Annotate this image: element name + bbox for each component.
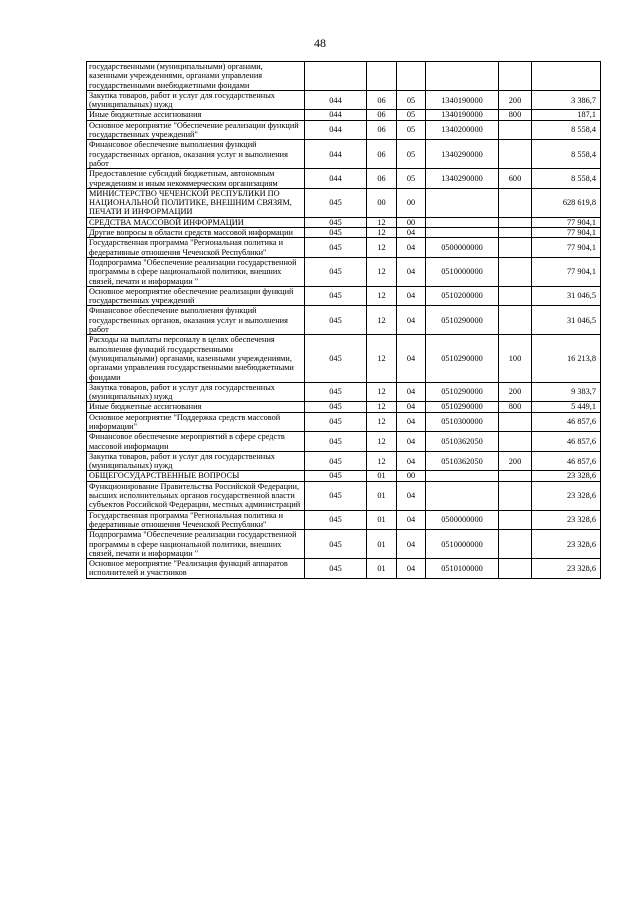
item-name: Расходы на выплаты персоналу в целях обеспечения выполнения функций государственными (муниципальными) органами, казенными учреждениями, органами управления государственными внебюджетными фондами xyxy=(87,335,305,382)
ministry-code: 045 xyxy=(305,451,367,471)
ministry-code: 044 xyxy=(305,90,367,110)
table-row xyxy=(87,120,601,140)
table-row xyxy=(87,451,601,471)
expense-type-code xyxy=(499,228,532,238)
expense-type-code xyxy=(499,306,532,335)
table-row xyxy=(87,140,601,169)
amount: 23 328,6 xyxy=(532,510,601,530)
section-code: 06 xyxy=(367,169,397,189)
section-code: 12 xyxy=(367,238,397,258)
amount: 77 904,1 xyxy=(532,228,601,238)
target-item-code xyxy=(426,481,499,510)
target-item-code xyxy=(426,471,499,481)
section-code: 12 xyxy=(367,432,397,452)
item-name: ОБЩЕГОСУДАРСТВЕННЫЕ ВОПРОСЫ xyxy=(87,471,305,481)
target-item-code: 0510200000 xyxy=(426,286,499,306)
expense-type-code: 200 xyxy=(499,451,532,471)
subsection-code: 04 xyxy=(397,432,426,452)
expense-type-code: 100 xyxy=(499,335,532,382)
subsection-code: 00 xyxy=(397,217,426,227)
expense-type-code xyxy=(499,188,532,217)
table-row xyxy=(87,382,601,402)
table-row xyxy=(87,530,601,559)
amount: 77 904,1 xyxy=(532,217,601,227)
expense-type-code: 800 xyxy=(499,402,532,412)
table-row xyxy=(87,257,601,286)
ministry-code: 045 xyxy=(305,530,367,559)
item-name: Государственная программа "Региональная политика и федеративные отношения Чеченской Республики" xyxy=(87,510,305,530)
section-code: 12 xyxy=(367,217,397,227)
amount: 23 328,6 xyxy=(532,471,601,481)
ministry-code: 044 xyxy=(305,120,367,140)
target-item-code: 1340290000 xyxy=(426,169,499,189)
amount: 8 558,4 xyxy=(532,120,601,140)
subsection-code: 05 xyxy=(397,140,426,169)
target-item-code: 0510362050 xyxy=(426,451,499,471)
table-row xyxy=(87,90,601,110)
amount: 77 904,1 xyxy=(532,257,601,286)
target-item-code xyxy=(426,217,499,227)
subsection-code: 04 xyxy=(397,257,426,286)
table-row xyxy=(87,306,601,335)
ministry-code: 045 xyxy=(305,238,367,258)
expense-type-code xyxy=(499,140,532,169)
amount: 8 558,4 xyxy=(532,140,601,169)
page-number: 48 xyxy=(314,36,326,50)
section-code: 01 xyxy=(367,530,397,559)
expense-type-code xyxy=(499,510,532,530)
table-row xyxy=(87,188,601,217)
subsection-code: 04 xyxy=(397,402,426,412)
item-name: Иные бюджетные ассигнования xyxy=(87,402,305,412)
table-row xyxy=(87,559,601,579)
target-item-code: 0510290000 xyxy=(426,306,499,335)
target-item-code: 0510290000 xyxy=(426,335,499,382)
amount: 3 386,7 xyxy=(532,90,601,110)
subsection-code: 04 xyxy=(397,335,426,382)
amount: 628 619,8 xyxy=(532,188,601,217)
expense-type-code xyxy=(499,481,532,510)
ministry-code: 045 xyxy=(305,286,367,306)
amount: 187,1 xyxy=(532,110,601,120)
amount: 23 328,6 xyxy=(532,559,601,579)
amount xyxy=(532,62,601,91)
section-code: 01 xyxy=(367,481,397,510)
expense-type-code xyxy=(499,286,532,306)
expense-type-code xyxy=(499,559,532,579)
target-item-code: 0510000000 xyxy=(426,257,499,286)
ministry-code: 044 xyxy=(305,140,367,169)
target-item-code: 1340290000 xyxy=(426,140,499,169)
ministry-code: 045 xyxy=(305,510,367,530)
expense-type-code xyxy=(499,471,532,481)
target-item-code: 0510000000 xyxy=(426,530,499,559)
subsection-code: 00 xyxy=(397,471,426,481)
ministry-code: 045 xyxy=(305,412,367,432)
subsection-code: 04 xyxy=(397,286,426,306)
table-row xyxy=(87,402,601,412)
table-row xyxy=(87,62,601,91)
table-row xyxy=(87,217,601,227)
ministry-code: 045 xyxy=(305,188,367,217)
expense-type-code xyxy=(499,217,532,227)
item-name: Другие вопросы в области средств массовой информации xyxy=(87,228,305,238)
ministry-code: 045 xyxy=(305,217,367,227)
amount: 9 383,7 xyxy=(532,382,601,402)
subsection-code: 04 xyxy=(397,510,426,530)
amount: 31 046,5 xyxy=(532,306,601,335)
target-item-code: 0510362050 xyxy=(426,432,499,452)
section-code: 12 xyxy=(367,286,397,306)
subsection-code xyxy=(397,62,426,91)
section-code: 12 xyxy=(367,228,397,238)
item-name: Закупка товаров, работ и услуг для государственных (муниципальных) нужд xyxy=(87,90,305,110)
amount: 5 449,1 xyxy=(532,402,601,412)
target-item-code: 0500000000 xyxy=(426,510,499,530)
expense-type-code xyxy=(499,257,532,286)
subsection-code: 05 xyxy=(397,120,426,140)
section-code: 01 xyxy=(367,471,397,481)
expense-type-code: 600 xyxy=(499,169,532,189)
item-name: Финансовое обеспечение выполнения функций государственных органов, оказания услуг и выполнения работ xyxy=(87,140,305,169)
subsection-code: 05 xyxy=(397,169,426,189)
amount: 46 857,6 xyxy=(532,432,601,452)
section-code: 06 xyxy=(367,110,397,120)
target-item-code: 1340190000 xyxy=(426,90,499,110)
target-item-code: 0510300000 xyxy=(426,412,499,432)
table-row xyxy=(87,110,601,120)
item-name: Основное мероприятие "Реализация функций аппаратов исполнителей и участников xyxy=(87,559,305,579)
subsection-code: 05 xyxy=(397,110,426,120)
item-name: Функционирование Правительства Российской Федерации, высших исполнительных органов государственной власти субъектов Российской Федерации, местных администраций xyxy=(87,481,305,510)
table-row xyxy=(87,169,601,189)
table-row xyxy=(87,286,601,306)
target-item-code xyxy=(426,188,499,217)
section-code: 06 xyxy=(367,140,397,169)
table-row xyxy=(87,432,601,452)
subsection-code: 00 xyxy=(397,188,426,217)
section-code: 12 xyxy=(367,412,397,432)
section-code: 01 xyxy=(367,510,397,530)
table-row xyxy=(87,510,601,530)
expense-type-code xyxy=(499,120,532,140)
table-row xyxy=(87,238,601,258)
ministry-code: 044 xyxy=(305,110,367,120)
ministry-code xyxy=(305,62,367,91)
subsection-code: 05 xyxy=(397,90,426,110)
item-name: Иные бюджетные ассигнования xyxy=(87,110,305,120)
target-item-code xyxy=(426,228,499,238)
item-name: Закупка товаров, работ и услуг для государственных (муниципальных) нужд xyxy=(87,451,305,471)
section-code: 12 xyxy=(367,306,397,335)
expense-type-code xyxy=(499,432,532,452)
ministry-code: 045 xyxy=(305,228,367,238)
target-item-code: 1340200000 xyxy=(426,120,499,140)
item-name: Предоставление субсидий бюджетным, автономным учреждениям и иным некоммерческим организациям xyxy=(87,169,305,189)
item-name: Основное мероприятие обеспечение реализации функций государственных учреждений xyxy=(87,286,305,306)
subsection-code: 04 xyxy=(397,306,426,335)
section-code: 00 xyxy=(367,188,397,217)
amount: 31 046,5 xyxy=(532,286,601,306)
subsection-code: 04 xyxy=(397,530,426,559)
target-item-code: 0510100000 xyxy=(426,559,499,579)
expense-type-code xyxy=(499,530,532,559)
section-code: 12 xyxy=(367,402,397,412)
subsection-code: 04 xyxy=(397,412,426,432)
item-name: Закупка товаров, работ и услуг для государственных (муниципальных) нужд xyxy=(87,382,305,402)
item-name: Государственная программа "Региональная политика и федеративные отношения Чеченской Республики" xyxy=(87,238,305,258)
item-name: Финансовое обеспечение выполнения функций государственных органов, оказания услуг и выполнения работ xyxy=(87,306,305,335)
item-name: МИНИСТЕРСТВО ЧЕЧЕНСКОЙ РЕСПУБЛИКИ ПО НАЦИОНАЛЬНОЙ ПОЛИТИКЕ, ВНЕШНИМ СВЯЗЯМ, ПЕЧАТИ И ИНФОРМАЦИИ xyxy=(87,188,305,217)
ministry-code: 045 xyxy=(305,382,367,402)
target-item-code xyxy=(426,62,499,91)
section-code: 06 xyxy=(367,90,397,110)
amount: 46 857,6 xyxy=(532,451,601,471)
expense-type-code xyxy=(499,412,532,432)
table-row xyxy=(87,471,601,481)
ministry-code: 045 xyxy=(305,257,367,286)
section-code: 06 xyxy=(367,120,397,140)
subsection-code: 04 xyxy=(397,559,426,579)
ministry-code: 045 xyxy=(305,559,367,579)
table-row xyxy=(87,412,601,432)
amount: 46 857,6 xyxy=(532,412,601,432)
budget-table xyxy=(86,61,601,579)
ministry-code: 045 xyxy=(305,471,367,481)
target-item-code: 0510290000 xyxy=(426,382,499,402)
item-name: Основное мероприятие "Поддержка средств массовой информации" xyxy=(87,412,305,432)
subsection-code: 04 xyxy=(397,228,426,238)
section-code: 12 xyxy=(367,335,397,382)
section-code: 12 xyxy=(367,382,397,402)
section-code: 12 xyxy=(367,451,397,471)
expense-type-code: 800 xyxy=(499,110,532,120)
section-code xyxy=(367,62,397,91)
amount: 23 328,6 xyxy=(532,530,601,559)
ministry-code: 045 xyxy=(305,402,367,412)
item-name: Финансовое обеспечение мероприятий в сфере средств массовой информации xyxy=(87,432,305,452)
section-code: 12 xyxy=(367,257,397,286)
subsection-code: 04 xyxy=(397,481,426,510)
budget-table-body xyxy=(87,62,601,579)
ministry-code: 044 xyxy=(305,169,367,189)
amount: 23 328,6 xyxy=(532,481,601,510)
expense-type-code: 200 xyxy=(499,90,532,110)
target-item-code: 0510290000 xyxy=(426,402,499,412)
ministry-code: 045 xyxy=(305,335,367,382)
target-item-code: 1340190000 xyxy=(426,110,499,120)
item-name: СРЕДСТВА МАССОВОЙ ИНФОРМАЦИИ xyxy=(87,217,305,227)
ministry-code: 045 xyxy=(305,481,367,510)
expense-type-code: 200 xyxy=(499,382,532,402)
amount: 16 213,8 xyxy=(532,335,601,382)
amount: 8 558,4 xyxy=(532,169,601,189)
section-code: 01 xyxy=(367,559,397,579)
amount: 77 904,1 xyxy=(532,238,601,258)
item-name: Основное мероприятие "Обеспечение реализации функций государственных учреждений" xyxy=(87,120,305,140)
subsection-code: 04 xyxy=(397,451,426,471)
subsection-code: 04 xyxy=(397,382,426,402)
ministry-code: 045 xyxy=(305,306,367,335)
ministry-code: 045 xyxy=(305,432,367,452)
table-row xyxy=(87,228,601,238)
item-name: Подпрограмма "Обеспечение реализации государственной программы в сфере национальной политики, внешних связей, печати и информации " xyxy=(87,257,305,286)
target-item-code: 0500000000 xyxy=(426,238,499,258)
expense-type-code xyxy=(499,238,532,258)
table-row xyxy=(87,481,601,510)
item-name: Подпрограмма "Обеспечение реализации государственной программы в сфере национальной политики, внешних связей, печати и информации " xyxy=(87,530,305,559)
subsection-code: 04 xyxy=(397,238,426,258)
expense-type-code xyxy=(499,62,532,91)
table-row xyxy=(87,335,601,382)
item-name: государственными (муниципальными) органами, казенными учреждениями, органами управления государственными внебюджетными фондами xyxy=(87,62,305,91)
